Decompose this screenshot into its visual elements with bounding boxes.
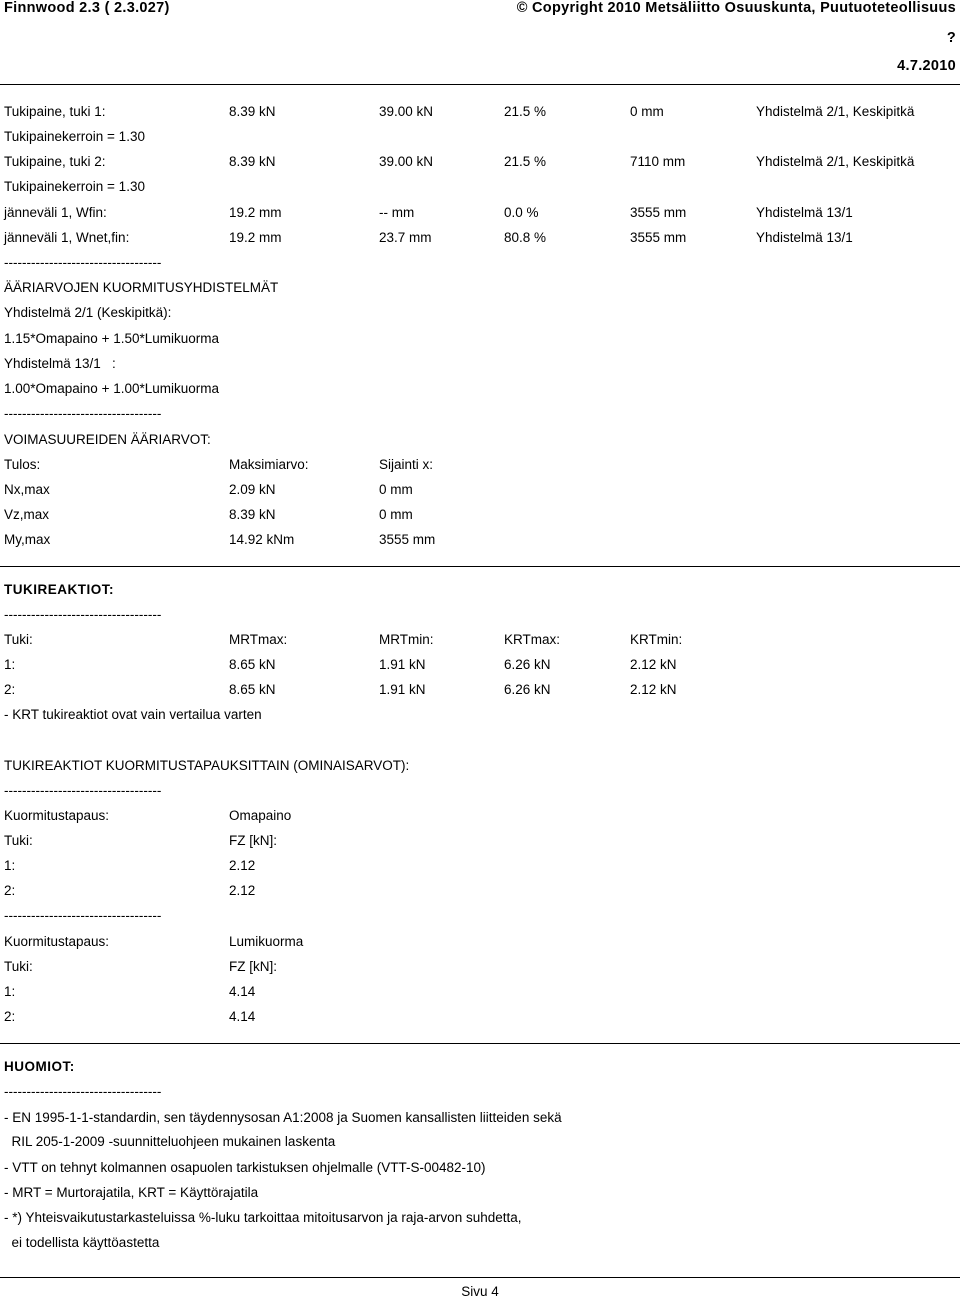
column-header: Sijainti x: (379, 457, 434, 472)
cell: 4.14 (229, 1009, 256, 1024)
cell: 2: (4, 1009, 16, 1024)
cell: 3555 mm (379, 532, 436, 547)
section-divider (0, 566, 960, 567)
cell: 8.39 kN (229, 104, 276, 119)
cell: 4.14 (229, 984, 256, 999)
table-row (4, 154, 960, 172)
section-title: HUOMIOT: (4, 1059, 75, 1074)
section-divider (0, 1043, 960, 1044)
cell: Yhdistelmä 2/1, Keskipitkä (756, 104, 915, 119)
table-header (4, 457, 960, 475)
print-date: 4.7.2010 (897, 58, 956, 74)
header-mark: ? (946, 30, 956, 46)
cell: Yhdistelmä 13/1 (756, 230, 853, 245)
cell: 2.12 kN (630, 657, 677, 672)
cell: Nx,max (4, 482, 50, 497)
cell: 0 mm (379, 482, 413, 497)
table-row (4, 682, 960, 700)
note-line: - *) Yhteisvaikutustarkasteluissa %-luku tarkoittaa mitoitusarvon ja raja-arvon suhdetta, (4, 1210, 522, 1225)
cell: Yhdistelmä 2/1, Keskipitkä (756, 154, 915, 169)
dash-separator: ----------------------------------- (4, 1084, 162, 1099)
dash-separator: ----------------------------------- (4, 783, 162, 798)
combo-line: 1.00*Omapaino + 1.00*Lumikuorma (4, 381, 220, 396)
note-line: - EN 1995-1-1-standardin, sen täydennysosan A1:2008 ja Suomen kansallisten liitteiden sekä (4, 1110, 562, 1125)
note-line: ei todellista käyttöastetta (4, 1235, 160, 1250)
dash-separator: ----------------------------------- (4, 607, 162, 622)
load-case-header (4, 808, 960, 826)
dash-separator: ----------------------------------- (4, 908, 162, 923)
cell: 0 mm (630, 104, 664, 119)
table-row (4, 1009, 960, 1027)
cell: -- mm (379, 205, 415, 220)
column-header: Maksimiarvo: (229, 457, 309, 472)
column-header: Tuki: (4, 632, 33, 647)
cell: Kuormitustapaus: (4, 934, 110, 949)
table-row (4, 104, 960, 122)
cell: Yhdistelmä 13/1 (756, 205, 853, 220)
cell: 19.2 mm (229, 230, 282, 245)
cell: 2: (4, 682, 16, 697)
table-row (4, 532, 960, 550)
footer-divider (0, 1277, 960, 1278)
cell: 6.26 kN (504, 657, 551, 672)
cell: 2: (4, 883, 16, 898)
cell: 14.92 kNm (229, 532, 295, 547)
column-header: MRTmin: (379, 632, 434, 647)
cell: jänneväli 1, Wnet,fin: (4, 230, 130, 245)
table-header (4, 833, 960, 851)
cell: 80.8 % (504, 230, 547, 245)
page-number: Sivu 4 (461, 1284, 499, 1299)
column-header: KRTmin: (630, 632, 683, 647)
dash-separator: ----------------------------------- (4, 255, 162, 270)
cell: 3555 mm (630, 205, 687, 220)
column-header: FZ [kN]: (229, 959, 277, 974)
cell: Tukipainekerroin = 1.30 (4, 179, 145, 194)
table-row (4, 984, 960, 1002)
table-row (4, 883, 960, 901)
table-row (4, 858, 960, 876)
table-row (4, 205, 960, 223)
cell: Vz,max (4, 507, 50, 522)
section-title: ÄÄRIARVOJEN KUORMITUSYHDISTELMÄT (4, 280, 279, 295)
combo-line: 1.15*Omapaino + 1.50*Lumikuorma (4, 331, 220, 346)
table-row (4, 657, 960, 675)
header-divider (0, 84, 960, 85)
cell: 39.00 kN (379, 154, 434, 169)
cell: 21.5 % (504, 154, 547, 169)
table-row (4, 129, 960, 147)
cell: 6.26 kN (504, 682, 551, 697)
column-header: KRTmax: (504, 632, 561, 647)
combo-line: Yhdistelmä 13/1 : (4, 356, 116, 371)
table-row (4, 179, 960, 197)
app-version: Finnwood 2.3 ( 2.3.027) (4, 0, 170, 16)
table-header (4, 959, 960, 977)
cell: 2.09 kN (229, 482, 276, 497)
cell: Tukipainekerroin = 1.30 (4, 129, 145, 144)
cell: My,max (4, 532, 51, 547)
cell: 1: (4, 984, 16, 999)
cell: Tukipaine, tuki 2: (4, 154, 106, 169)
cell: jänneväli 1, Wfin: (4, 205, 107, 220)
column-header: FZ [kN]: (229, 833, 277, 848)
cell: 39.00 kN (379, 104, 434, 119)
cell: 1: (4, 657, 16, 672)
table-row (4, 507, 960, 525)
cell: 8.65 kN (229, 657, 276, 672)
cell: 2.12 (229, 858, 256, 873)
copyright: © Copyright 2010 Metsäliitto Osuuskunta, Puutuoteteollisuus (516, 0, 956, 16)
combo-line: Yhdistelmä 2/1 (Keskipitkä): (4, 305, 172, 320)
cell: Kuormitustapaus: (4, 808, 110, 823)
cell: 19.2 mm (229, 205, 282, 220)
column-header: Tuki: (4, 959, 33, 974)
load-case-header (4, 934, 960, 952)
cell: Omapaino (229, 808, 292, 823)
cell: Tukipaine, tuki 1: (4, 104, 106, 119)
column-header: Tuki: (4, 833, 33, 848)
cell: 1.91 kN (379, 682, 426, 697)
dash-separator: ----------------------------------- (4, 406, 162, 421)
cell: 23.7 mm (379, 230, 432, 245)
cell: 2.12 kN (630, 682, 677, 697)
note-line: - MRT = Murtorajatila, KRT = Käyttörajatila (4, 1185, 259, 1200)
table-row (4, 482, 960, 500)
note-line: - VTT on tehnyt kolmannen osapuolen tarkistuksen ohjelmalle (VTT-S-00482-10) (4, 1160, 486, 1175)
cell: 8.39 kN (229, 154, 276, 169)
column-header: Tulos: (4, 457, 41, 472)
cell: 1: (4, 858, 16, 873)
cell: 0.0 % (504, 205, 539, 220)
cell: 0 mm (379, 507, 413, 522)
cell: 1.91 kN (379, 657, 426, 672)
section-title: VOIMASUUREIDEN ÄÄRIARVOT: (4, 432, 211, 447)
cell: 2.12 (229, 883, 256, 898)
cell: 21.5 % (504, 104, 547, 119)
cell: 8.65 kN (229, 682, 276, 697)
table-row (4, 230, 960, 248)
section-title: TUKIREAKTIOT: (4, 582, 114, 597)
note-line: RIL 205-1-2009 -suunnitteluohjeen mukainen laskenta (4, 1134, 336, 1149)
column-header: MRTmax: (229, 632, 288, 647)
section-title: TUKIREAKTIOT KUORMITUSTAPAUKSITTAIN (OMINAISARVOT): (4, 758, 410, 773)
reactions-note: - KRT tukireaktiot ovat vain vertailua varten (4, 707, 262, 722)
cell: 8.39 kN (229, 507, 276, 522)
cell: 3555 mm (630, 230, 687, 245)
cell: 7110 mm (630, 154, 686, 169)
cell: Lumikuorma (229, 934, 304, 949)
table-header (4, 632, 960, 650)
